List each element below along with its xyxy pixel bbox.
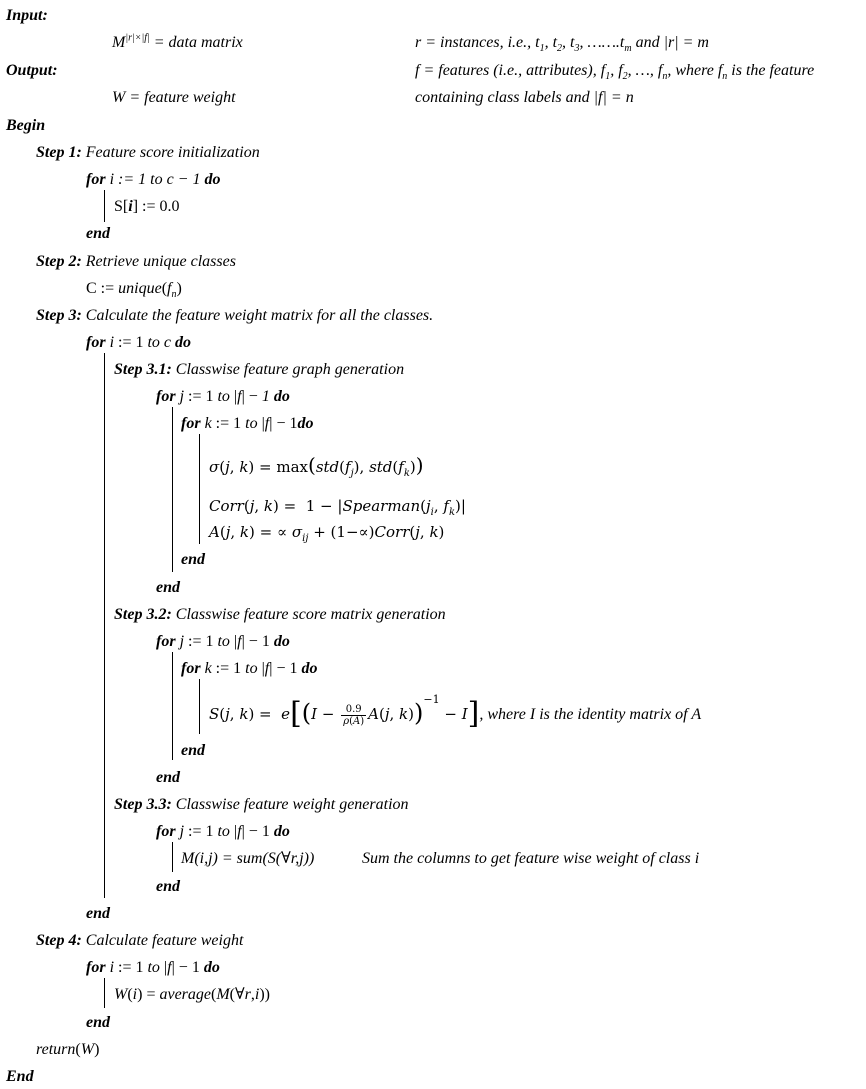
step31-heading: Step 3.1: Classwise feature graph generation <box>114 361 405 378</box>
step3-block-rule <box>104 353 105 898</box>
equation-m-note: Sum the columns to get feature wise weight of class i <box>362 850 700 867</box>
step3-heading: Step 3: Calculate the feature weight matrix for all the classes. <box>36 307 434 324</box>
step31-for-k: for k := 1 to |f| − 1do <box>181 415 314 432</box>
equation-s: S(j, k) = e[(I − $\frac{0.9}{\rho(A)}$ A(j, k))$^{-1}$ − I], where I is the identity matrix of A <box>209 693 702 731</box>
step32-j-end: end <box>156 769 180 786</box>
begin-keyword: Begin <box>6 117 46 134</box>
step4-end: end <box>86 1014 110 1031</box>
output-features: f = features (i.e., attributes), $f_1$, $f_2$, …, $f_n$, where $f_n$ is the feature <box>415 62 815 83</box>
step31-j-block-rule <box>172 407 173 572</box>
step32-heading: Step 3.2: Classwise feature score matrix generation <box>114 606 446 623</box>
step4-heading: Step 4: Calculate feature weight <box>36 932 244 949</box>
step33-j-block-rule <box>172 842 173 872</box>
step4-block-rule <box>104 978 105 1008</box>
step2-heading: Step 2: Retrieve unique classes <box>36 253 236 270</box>
step3-end: end <box>86 905 110 922</box>
input-label: Input: <box>6 7 48 24</box>
output-class-labels: containing class labels and |f| = n <box>415 89 634 106</box>
step1-for-loop: for i := 1 to c − 1 do <box>86 171 221 188</box>
equation-sigma: σ(j, $k) = \max(std(f_j)$, $std(f_k)$) <box>209 453 424 479</box>
step31-for-j: for j := 1 to |f| − 1 do <box>156 388 290 405</box>
equation-corr: Corr(j, $k) = 1 - |Spearman(j_i$, $f_k)|$ <box>209 497 466 518</box>
input-instances: r = instances, i.e., $t_1$, $t_2$, $t_3$, $\dots\dots.t_m$ and |r| = m <box>415 34 709 55</box>
step33-heading: Step 3.3: Classwise feature weight generation <box>114 796 409 813</box>
equation-a: A(j, k) = ∝ $\sigma_{ij}$ + (1−∝)Corr(j, k) <box>209 523 445 544</box>
input-definition: $M^{|r|\times|f|}$ = data matrix <box>112 32 243 51</box>
step1-body: S[i] := 0.0 <box>114 198 180 215</box>
step31-k-end: end <box>181 551 205 568</box>
step2-body: C := $unique(f_n)$ <box>86 280 182 301</box>
output-label: Output: <box>6 62 58 79</box>
step1-heading: Step 1: Feature score initialization <box>36 144 260 161</box>
output-definition: W = feature weight <box>112 89 236 106</box>
step3-for-loop: for i := 1 to c do <box>86 334 192 351</box>
step32-for-j: for j := 1 to |f| − 1 do <box>156 633 290 650</box>
return-statement: return(W) <box>36 1041 100 1058</box>
step32-k-end: end <box>181 742 205 759</box>
step4-body: W(i) = average(M(∀r,i)) <box>114 986 270 1003</box>
step4-for-loop: for i := 1 to |f| − 1 do <box>86 959 220 976</box>
step31-j-end: end <box>156 579 180 596</box>
step1-block-rule <box>104 190 105 222</box>
equation-m: M(i,j) = sum(S(∀r,j)) <box>181 850 315 867</box>
step32-k-block-rule <box>199 679 200 734</box>
step1-end: end <box>86 225 110 242</box>
step32-for-k: for k := 1 to |f| − 1 do <box>181 660 318 677</box>
step33-j-end: end <box>156 878 180 895</box>
step32-j-block-rule <box>172 652 173 760</box>
end-keyword: End <box>6 1068 34 1085</box>
step33-for-j: for j := 1 to |f| − 1 do <box>156 823 290 840</box>
step31-k-block-rule <box>199 434 200 544</box>
